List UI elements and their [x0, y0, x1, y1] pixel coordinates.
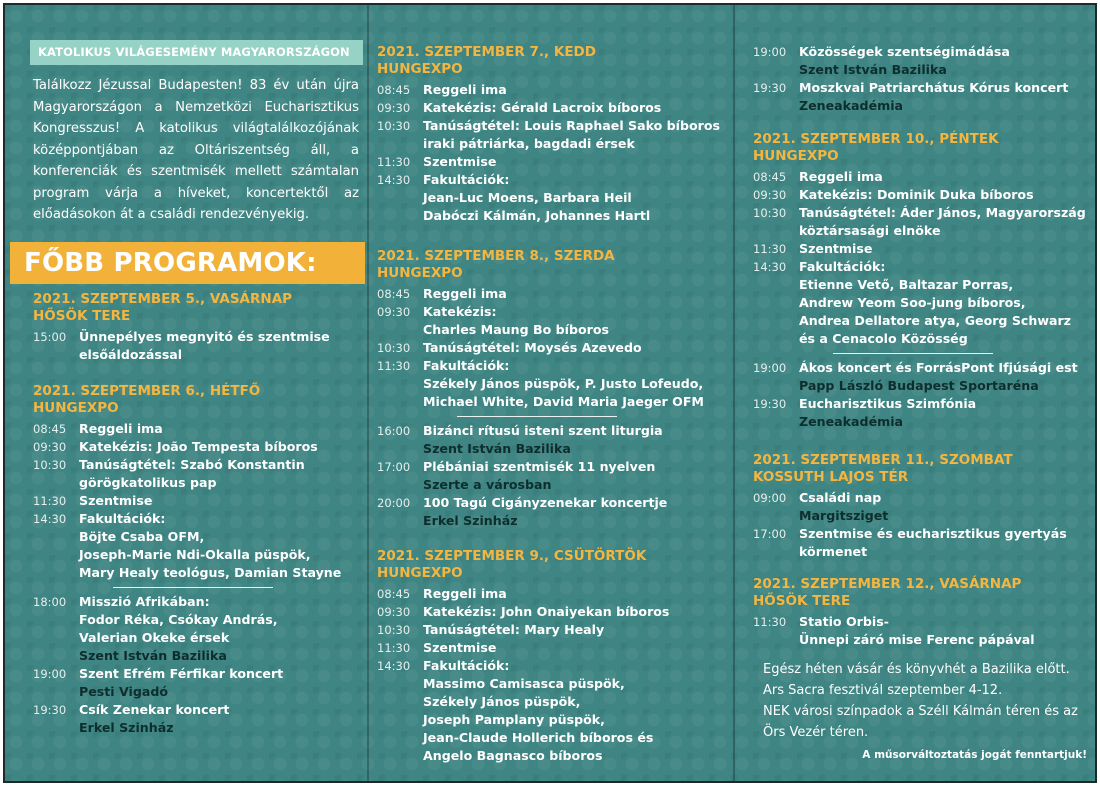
notes: [763, 659, 1083, 743]
day-date: 2021. SZEPTEMBER 10., PÉNTEK: [753, 131, 999, 147]
event-line: Joseph Pamplany püspök,: [423, 712, 605, 727]
event-time: 19:30: [753, 81, 787, 95]
event-row: [33, 438, 363, 456]
event-line: Fakultációk:: [799, 259, 886, 274]
event-time: 20:00: [377, 496, 411, 510]
day-date: 2021. SZEPTEMBER 9., CSÜTÖRTÖK: [377, 548, 647, 564]
day-title: [33, 291, 363, 325]
event-line: Valerian Okeke érsek: [79, 630, 230, 645]
event-line: Reggeli ima: [423, 586, 507, 601]
day-title: [33, 383, 363, 417]
event-line: Tanúságtétel: Szabó Konstantin: [79, 457, 305, 472]
event-time: 15:00: [33, 330, 67, 344]
event-row: [33, 665, 363, 701]
day-date: 2021. SZEPTEMBER 5., VASÁRNAP: [33, 291, 293, 307]
event-description: [423, 81, 727, 99]
event-description: [423, 621, 727, 639]
event-line: Szentmise és eucharisztikus gyertyás: [799, 526, 1067, 541]
event-line: Bizánci rítusú isteni szent liturgia: [423, 423, 663, 438]
event-time: 10:30: [377, 623, 411, 637]
event-row: [753, 525, 1093, 561]
program-leaflet: [3, 3, 1097, 783]
event-time: 10:30: [33, 458, 67, 472]
event-line: Jean-Claude Hollerich bíboros és: [423, 730, 654, 745]
event-time: 19:00: [753, 361, 787, 375]
event-description: [799, 395, 1093, 431]
event-line: görögkatolikus pap: [79, 475, 217, 490]
event-row: [33, 701, 363, 737]
event-row: [753, 359, 1093, 395]
day-title: [753, 452, 1093, 486]
event-venue: Papp László Budapest Sportaréna: [799, 378, 1039, 393]
event-time: 09:00: [753, 491, 787, 505]
event-time: 11:30: [377, 641, 411, 655]
event-time: 11:30: [377, 155, 411, 169]
event-row: [33, 420, 363, 438]
day-date: 2021. SZEPTEMBER 12., VASÁRNAP: [753, 576, 1022, 592]
day-block: [377, 548, 727, 765]
event-description: [79, 665, 363, 701]
event-description: [79, 328, 363, 364]
column-middle: [369, 5, 733, 781]
event-line: Tanúságtétel: Áder János, Magyarország: [799, 205, 1086, 220]
event-description: [423, 494, 727, 530]
event-venue: Szent István Bazilika: [423, 441, 571, 456]
event-time: 17:00: [377, 460, 411, 474]
event-time: 09:30: [753, 188, 787, 202]
event-line: Katekézis: João Tempesta bíboros: [79, 439, 318, 454]
event-row: [753, 240, 1093, 258]
event-description: [423, 458, 727, 494]
event-line: Dabóczi Kálmán, Johannes Hartl: [423, 208, 651, 223]
event-line: Eucharisztikus Szimfónia: [799, 396, 977, 411]
event-description: [79, 510, 363, 582]
event-row: [377, 357, 727, 411]
event-time: 11:30: [377, 359, 411, 373]
event-line: Fodor Réka, Csókay András,: [79, 612, 278, 627]
event-line: iraki pátriárka, bagdadi érsek: [423, 136, 635, 151]
event-row: [33, 510, 363, 582]
day-date: 2021. SZEPTEMBER 6., HÉTFŐ: [33, 383, 261, 399]
event-line: Charles Maung Bo bíboros: [423, 322, 610, 337]
day-title: [753, 131, 1093, 165]
event-description: [423, 357, 727, 411]
day-title: [377, 548, 727, 582]
event-description: [423, 422, 727, 458]
event-line: Angelo Bagnasco bíboros: [423, 748, 603, 763]
event-line: Massimo Camisasca püspök,: [423, 676, 625, 691]
event-line: Szentmise: [79, 493, 153, 508]
event-row: [377, 458, 727, 494]
event-row: [377, 657, 727, 765]
event-line: Andrew Yeom Soo-jung bíboros,: [799, 295, 1026, 310]
event-venue: Szent István Bazilika: [79, 648, 227, 663]
event-line: Misszió Afrikában:: [79, 594, 210, 609]
event-line: Reggeli ima: [799, 169, 883, 184]
event-description: [799, 79, 1093, 115]
event-time: 08:45: [753, 170, 787, 184]
column-right: [735, 5, 1097, 781]
event-time: 14:30: [753, 260, 787, 274]
header-banner: KATOLIKUS VILÁGESEMÉNY MAGYARORSZÁGON: [30, 40, 363, 65]
event-description: [423, 639, 727, 657]
event-venue: Zeneakadémia: [799, 414, 904, 429]
event-time: 08:45: [377, 287, 411, 301]
day-block: [33, 291, 363, 364]
intro-text: Találkozz Jézussal Budapesten! 83 év után újra Magyarországon a Nemzetközi Eucharisztikus Kongresszus! A katolikus világtalálkozójának középpontjában az Oltáriszentség áll, a konferenciák és szentmisék mellett számtalan program várja a híveket, koncertektől az előadásokon át a családi rendezvényekig.: [33, 78, 359, 222]
event-time: 19:30: [33, 703, 67, 717]
event-time: 10:30: [377, 341, 411, 355]
event-line: Katekézis: John Onaiyekan bíboros: [423, 604, 670, 619]
event-line: köztársasági elnöke: [799, 223, 941, 238]
event-line: Családi nap: [799, 490, 882, 505]
event-time: 09:30: [377, 305, 411, 319]
event-description: [423, 603, 727, 621]
event-time: 14:30: [377, 659, 411, 673]
event-row: [753, 43, 1093, 79]
event-description: [423, 657, 727, 765]
event-line: Ákos koncert és ForrásPont Ifjúsági est: [799, 360, 1078, 375]
event-venue: Szerte a városban: [423, 477, 552, 492]
event-row: [377, 585, 727, 603]
event-line: Tanúságtétel: Moysés Azevedo: [423, 340, 642, 355]
event-time: 11:30: [33, 494, 67, 508]
event-row: [377, 422, 727, 458]
day-title: [377, 44, 727, 78]
event-line: Tanúságtétel: Mary Healy: [423, 622, 605, 637]
event-line: Andrea Dellatore atya, Georg Schwarz: [799, 313, 1072, 328]
day-block: [753, 131, 1093, 431]
event-line: Szent Efrém Férfikar koncert: [79, 666, 284, 681]
event-venue: Margitsziget: [799, 508, 889, 523]
event-row: [753, 168, 1093, 186]
separator: [113, 587, 273, 588]
event-row: [377, 117, 727, 153]
separator: [833, 353, 993, 354]
event-row: [377, 153, 727, 171]
event-row: [753, 395, 1093, 431]
event-time: 09:30: [33, 440, 67, 454]
event-row: [753, 613, 1093, 649]
event-description: [423, 285, 727, 303]
day-date: 2021. SZEPTEMBER 8., SZERDA: [377, 248, 615, 264]
event-line: Szentmise: [423, 640, 497, 655]
event-line: Böjte Csaba OFM,: [79, 529, 205, 544]
event-row: [753, 258, 1093, 348]
event-description: [799, 258, 1093, 348]
event-row: [377, 99, 727, 117]
day-venue: HUNGEXPO: [377, 565, 463, 581]
day-block: [33, 383, 363, 737]
day-venue: HUNGEXPO: [753, 148, 839, 164]
event-row: [377, 285, 727, 303]
event-line: Fakultációk:: [79, 511, 166, 526]
event-description: [79, 438, 363, 456]
event-description: [423, 171, 727, 225]
event-line: Katekézis:: [423, 304, 497, 319]
event-row: [33, 328, 363, 364]
event-time: 14:30: [33, 512, 67, 526]
event-description: [79, 701, 363, 737]
day-title: [753, 576, 1093, 610]
day-venue: HUNGEXPO: [377, 265, 463, 281]
event-time: 10:30: [753, 206, 787, 220]
event-row: [377, 81, 727, 99]
event-description: [423, 153, 727, 171]
event-line: Mary Healy teológus, Damian Stayne: [79, 565, 342, 580]
note: Ars Sacra fesztivál szeptember 4-12.: [763, 683, 1003, 698]
day-venue: HUNGEXPO: [33, 400, 119, 416]
event-description: [79, 593, 363, 665]
event-time: 17:00: [753, 527, 787, 541]
event-line: Reggeli ima: [79, 421, 163, 436]
day-venue: KOSSUTH LAJOS TÉR: [753, 469, 909, 485]
event-venue: Szent István Bazilika: [799, 62, 947, 77]
event-line: Székely János püspök,: [423, 694, 581, 709]
event-line: Fakultációk:: [423, 658, 510, 673]
day-venue: HUNGEXPO: [377, 61, 463, 77]
event-time: 19:00: [33, 667, 67, 681]
main-programs-title: FŐBB PROGRAMOK:: [10, 242, 365, 284]
separator: [457, 416, 617, 417]
event-venue: Pesti Vigadó: [79, 684, 169, 699]
event-line: Ünnepi záró mise Ferenc pápával: [799, 632, 1035, 647]
event-row: [377, 494, 727, 530]
event-row: [377, 339, 727, 357]
event-time: 08:45: [33, 422, 67, 436]
event-line: Reggeli ima: [423, 82, 507, 97]
event-line: Moszkvai Patriarchátus Kórus koncert: [799, 80, 1069, 95]
event-description: [79, 456, 363, 492]
note: NEK városi színpadok a Széll Kálmán téren és az Örs Vezér téren.: [763, 704, 1078, 740]
event-line: Közösségek szentségimádása: [799, 44, 1010, 59]
disclaimer: A műsorváltoztatás jogát fenntartjuk!: [862, 749, 1087, 761]
event-description: [79, 492, 363, 510]
event-venue: Zeneakadémia: [799, 98, 904, 113]
event-row: [377, 603, 727, 621]
event-line: Statio Orbis-: [799, 614, 889, 629]
day-date: 2021. SZEPTEMBER 11., SZOMBAT: [753, 452, 1013, 468]
event-time: 18:00: [33, 595, 67, 609]
event-description: [423, 117, 727, 153]
event-description: [799, 43, 1093, 79]
event-line: Fakultációk:: [423, 358, 510, 373]
event-line: Katekézis: Gérald Lacroix bíboros: [423, 100, 662, 115]
event-line: Szentmise: [799, 241, 873, 256]
event-row: [377, 639, 727, 657]
event-time: 11:30: [753, 615, 787, 629]
event-time: 16:00: [377, 424, 411, 438]
event-description: [423, 585, 727, 603]
event-row: [377, 171, 727, 225]
day-venue: HŐSÖK TERE: [33, 308, 131, 324]
event-line: Szentmise: [423, 154, 497, 169]
event-description: [423, 339, 727, 357]
event-line: Jean-Luc Moens, Barbara Heil: [423, 190, 632, 205]
event-time: 10:30: [377, 119, 411, 133]
event-row: [753, 79, 1093, 115]
event-line: körmenet: [799, 544, 868, 559]
event-time: 11:30: [753, 242, 787, 256]
event-line: Katekézis: Dominik Duka bíboros: [799, 187, 1034, 202]
event-venue: Erkel Szinház: [79, 720, 174, 735]
event-description: [79, 420, 363, 438]
event-row: [33, 492, 363, 510]
event-line: elsőáldozással: [79, 347, 183, 362]
day-block: [753, 452, 1093, 561]
event-row: [753, 204, 1093, 240]
event-description: [799, 525, 1093, 561]
event-line: Reggeli ima: [423, 286, 507, 301]
event-time: 08:45: [377, 83, 411, 97]
day-title: [377, 248, 727, 282]
event-line: Ünnepélyes megnyitó és szentmise: [79, 329, 330, 344]
event-line: Fakultációk:: [423, 172, 510, 187]
event-line: Csík Zenekar koncert: [79, 702, 230, 717]
event-time: 14:30: [377, 173, 411, 187]
day-block: [377, 44, 727, 225]
event-description: [799, 489, 1093, 525]
event-time: 09:30: [377, 605, 411, 619]
event-description: [799, 359, 1093, 395]
event-row: [33, 456, 363, 492]
event-time: 09:30: [377, 101, 411, 115]
day-block: [377, 248, 727, 530]
event-line: Székely János püspök, P. Justo Lofeudo,: [423, 376, 704, 391]
day-block: [753, 576, 1093, 649]
day-date: 2021. SZEPTEMBER 7., KEDD: [377, 44, 596, 60]
day-block: [753, 43, 1093, 115]
event-line: 100 Tagú Cigányzenekar koncertje: [423, 495, 668, 510]
event-line: Plébániai szentmisék 11 nyelven: [423, 459, 656, 474]
event-line: Tanúságtétel: Louis Raphael Sako bíboros: [423, 118, 721, 133]
event-line: Michael White, David Maria Jaeger OFM: [423, 394, 704, 409]
day-venue: HŐSÖK TERE: [753, 593, 851, 609]
event-description: [799, 204, 1093, 240]
event-row: [377, 303, 727, 339]
event-description: [799, 186, 1093, 204]
event-description: [799, 168, 1093, 186]
event-time: 19:00: [753, 45, 787, 59]
note: Egész héten vásár és könyvhét a Bazilika előtt.: [763, 662, 1070, 677]
event-line: Joseph-Marie Ndi-Okalla püspök,: [79, 547, 311, 562]
event-row: [753, 186, 1093, 204]
event-description: [799, 613, 1093, 649]
event-time: 08:45: [377, 587, 411, 601]
event-line: és a Cenacolo Közösség: [799, 331, 968, 346]
event-venue: Erkel Szinház: [423, 513, 518, 528]
event-row: [377, 621, 727, 639]
event-line: Etienne Vető, Baltazar Porras,: [799, 277, 1014, 292]
event-description: [423, 99, 727, 117]
event-description: [799, 240, 1093, 258]
event-description: [423, 303, 727, 339]
event-row: [33, 593, 363, 665]
event-row: [753, 489, 1093, 525]
column-left: [5, 5, 367, 781]
event-time: 19:30: [753, 397, 787, 411]
